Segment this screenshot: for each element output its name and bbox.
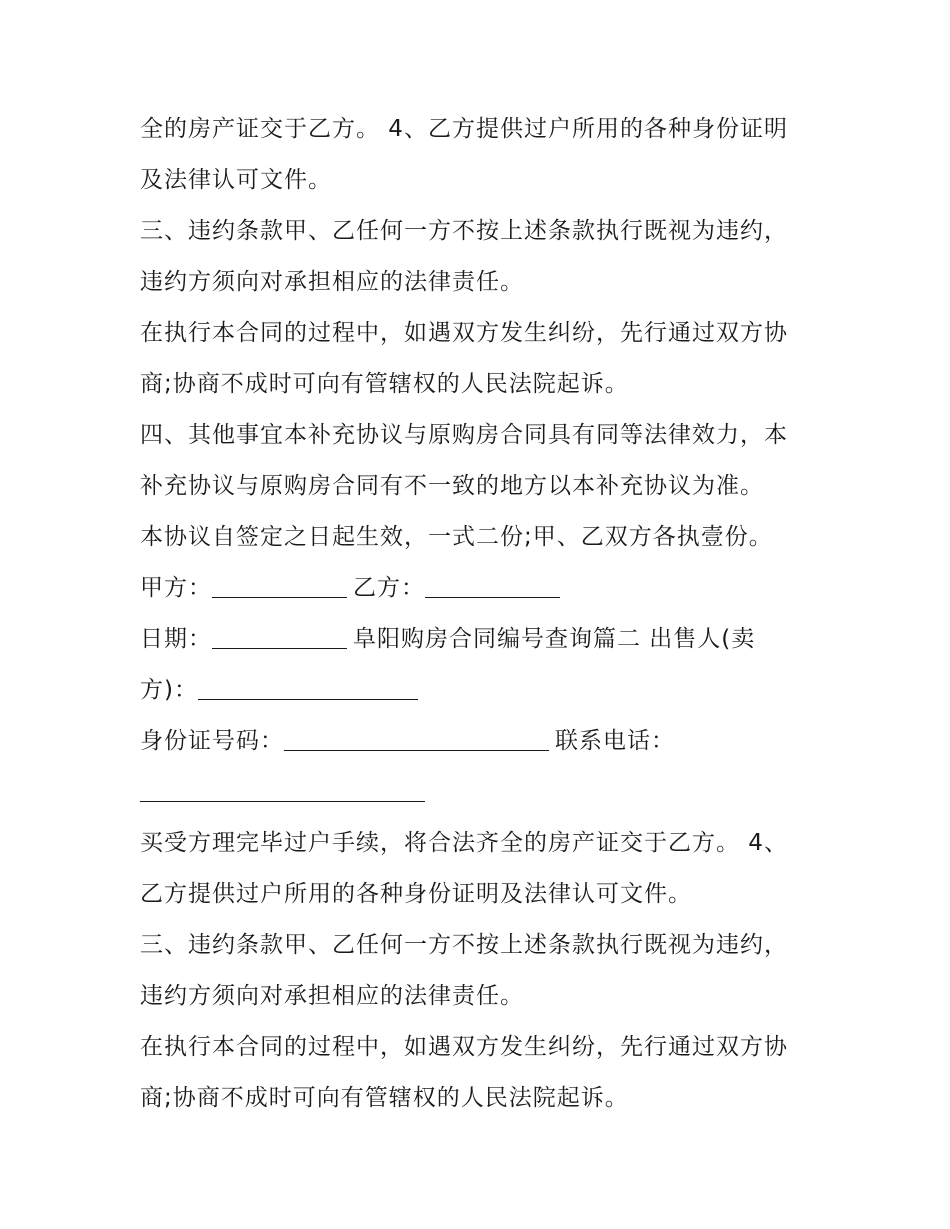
party-a-label: 甲方：: [140, 575, 212, 601]
paragraph-line: 及法律认可文件。: [140, 167, 332, 193]
seller-label: 方)：: [140, 677, 198, 703]
party-b-blank[interactable]: [425, 575, 560, 598]
paragraph-line: 补充协议与原购房合同有不一致的地方以本补充协议为准。: [140, 473, 764, 499]
paragraph-line: 在执行本合同的过程中，如遇双方发生纠纷，先行通过双方协: [140, 1034, 788, 1060]
paragraph-line: 违约方须向对承担相应的法律责任。: [140, 983, 524, 1009]
phone-blank-line: [140, 767, 820, 818]
paragraph-line: 全的房产证交于乙方。 4、乙方提供过户所用的各种身份证明: [140, 116, 788, 142]
paragraph-line: 违约方须向对承担相应的法律责任。: [140, 269, 524, 295]
document-page: [140, 104, 820, 1124]
paragraph-line: 本协议自签定之日起生效，一式二份;甲、乙双方各执壹份。: [140, 524, 773, 550]
party-b-label: 乙方：: [353, 575, 425, 601]
section-heading: 阜阳购房合同编号查询篇二 出售人(卖: [353, 626, 756, 652]
paragraph-line: 三、违约条款甲、乙任何一方不按上述条款执行既视为违约，: [140, 932, 788, 958]
paragraph-line: 乙方提供过户所用的各种身份证明及法律认可文件。: [140, 881, 692, 907]
paragraph-line: 买受方理完毕过户手续，将合法齐全的房产证交于乙方。 4、: [140, 830, 788, 856]
party-a-blank[interactable]: [212, 575, 347, 598]
id-label: 身份证号码：: [140, 728, 284, 754]
date-label: 日期：: [140, 626, 212, 652]
id-phone-line: [140, 716, 820, 767]
paragraph-line: 在执行本合同的过程中，如遇双方发生纠纷，先行通过双方协: [140, 320, 788, 346]
paragraph-line: 四、其他事宜本补充协议与原购房合同具有同等法律效力，本: [140, 422, 788, 448]
phone-label: 联系电话：: [555, 728, 675, 754]
paragraph-line: 三、违约条款甲、乙任何一方不按上述条款执行既视为违约，: [140, 218, 788, 244]
paragraph-line: 商;协商不成时可向有管辖权的人民法院起诉。: [140, 371, 629, 397]
paragraph-line: 商;协商不成时可向有管辖权的人民法院起诉。: [140, 1085, 629, 1111]
seller-line: [140, 665, 820, 716]
phone-blank[interactable]: [140, 779, 425, 802]
id-blank[interactable]: [284, 728, 549, 751]
signature-line-parties: [140, 563, 820, 614]
date-line: [140, 614, 820, 665]
date-blank[interactable]: [212, 626, 347, 649]
seller-blank[interactable]: [198, 677, 418, 700]
